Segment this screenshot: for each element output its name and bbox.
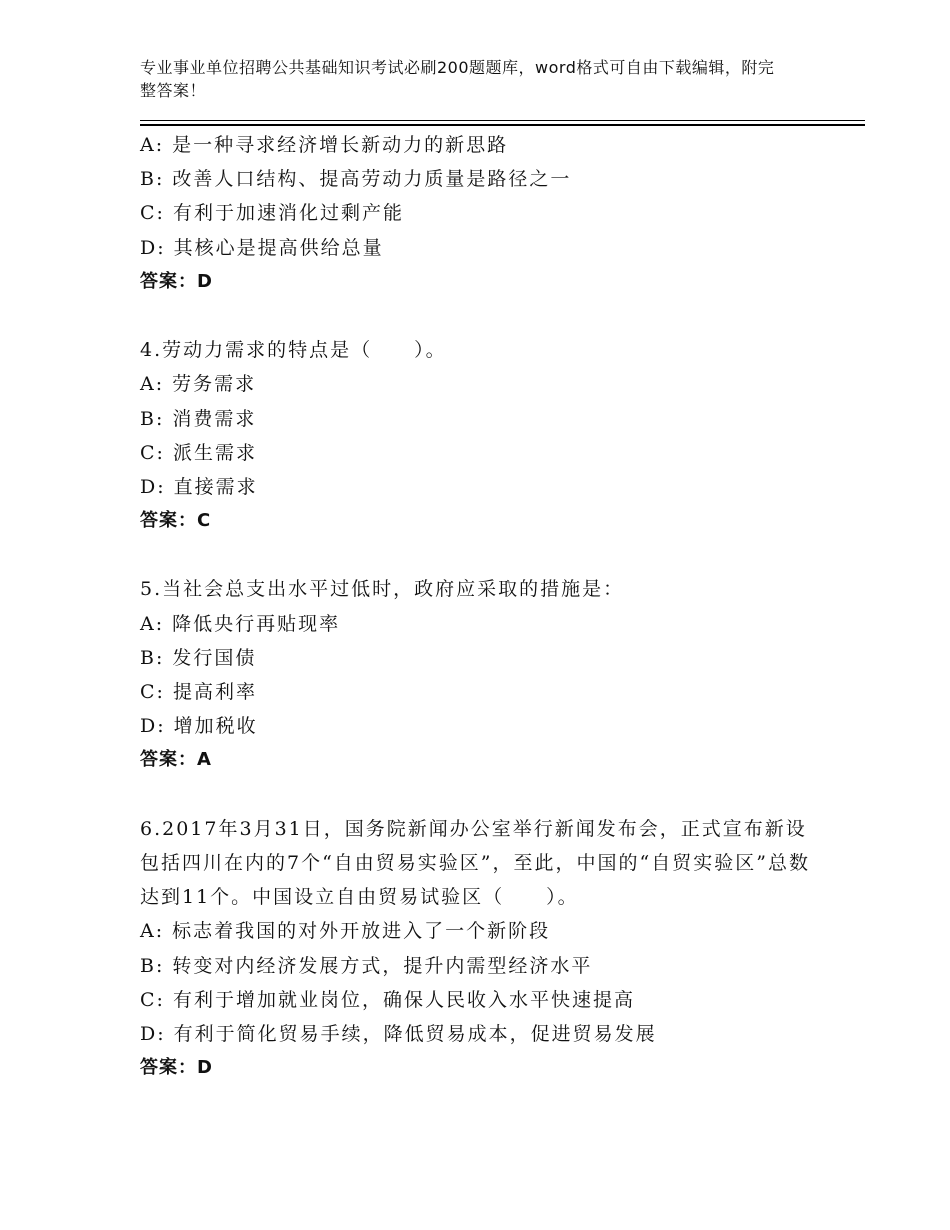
- option-a: A: 是一种寻求经济增长新动力的新思路: [140, 134, 509, 156]
- question-text: 6.2017年3月31日，国务院新闻办公室举行新闻发布会，正式宣布新设包括四川在内的7个“自由贸易实验区”，至此，中国的“自贸实验区”总数达到11个。中国设立自由贸易试验区（ ）。: [140, 817, 810, 909]
- document-header: 专业事业单位招聘公共基础知识考试必刷200题题库，word格式可自由下载编辑，附完整答案！: [140, 58, 775, 100]
- option-c: C: 有利于增加就业岗位，确保人民收入水平快速提高: [140, 988, 635, 1011]
- option-a: A: 标志着我国的对外开放进入了一个新阶段: [140, 920, 551, 943]
- answer: 答案：C: [140, 510, 212, 532]
- answer: 答案：D: [140, 270, 213, 292]
- option-c: C: 提高利率: [140, 681, 257, 703]
- answer: 答案：D: [140, 1057, 213, 1079]
- question-6: [140, 812, 820, 1086]
- option-b: B: 发行国债: [140, 646, 257, 669]
- question-4: [140, 333, 820, 538]
- question-list: [140, 128, 820, 1085]
- option-d: D: 直接需求: [140, 475, 258, 498]
- option-c: C: 派生需求: [140, 441, 257, 464]
- question-3-tail: [140, 128, 820, 299]
- option-a: A: 劳务需求: [140, 373, 257, 396]
- header-rule-thin: [140, 120, 865, 121]
- option-c: C: 有利于加速消化过剩产能: [140, 202, 404, 225]
- option-b: B: 转变对内经济发展方式，提升内需型经济水平: [140, 954, 593, 977]
- question-text: 4.劳动力需求的特点是（ ）。: [140, 339, 447, 362]
- question-text: 5.当社会总支出水平过低时，政府应采取的措施是：: [140, 578, 625, 601]
- option-d: D: 增加税收: [140, 715, 258, 738]
- header-rule-thick: [140, 124, 865, 126]
- option-d: D: 有利于简化贸易手续，降低贸易成本，促进贸易发展: [140, 1022, 657, 1045]
- question-5: [140, 572, 820, 777]
- answer: 答案：A: [140, 749, 212, 771]
- option-b: B: 消费需求: [140, 407, 257, 430]
- option-b: B: 改善人口结构、提高劳动力质量是路径之一: [140, 168, 572, 191]
- option-d: D: 其核心是提高供给总量: [140, 236, 384, 259]
- option-a: A: 降低央行再贴现率: [140, 612, 341, 635]
